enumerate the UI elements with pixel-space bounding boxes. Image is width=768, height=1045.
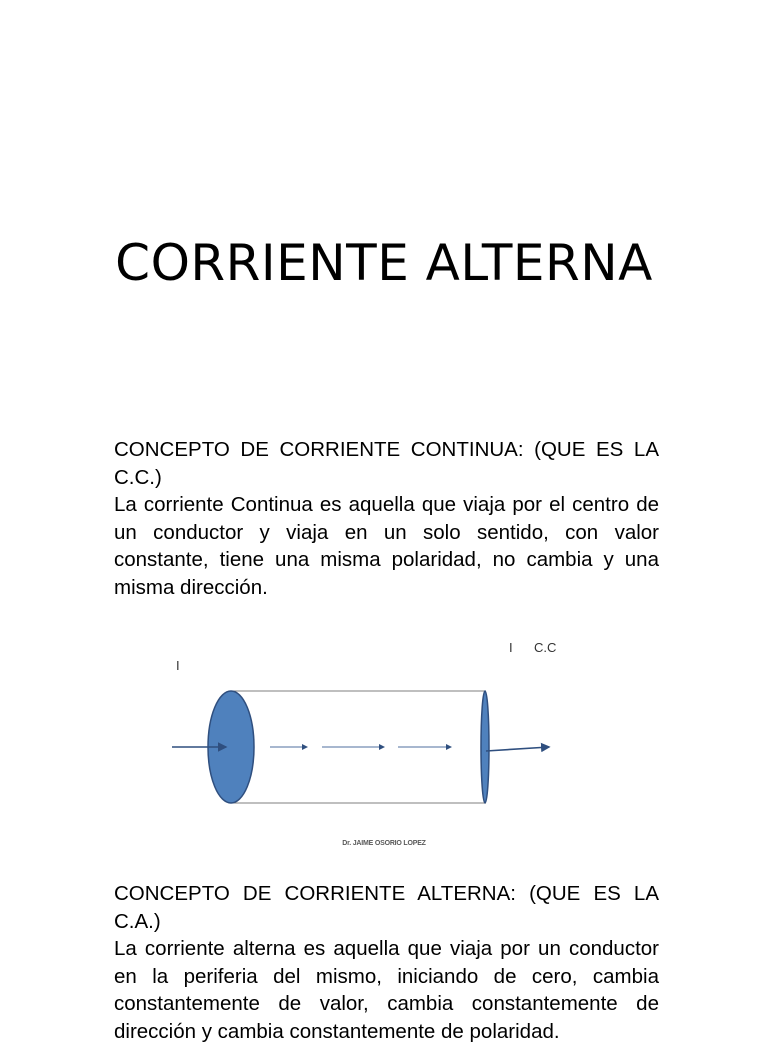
section-body: La corriente Continua es aquella que viaja por el centro de un conductor y viaja en un solo sentido, con valor constante, tiene una misma polaridad, no cambia y una misma dirección. xyxy=(114,493,659,599)
label-cc: C.C xyxy=(534,640,557,655)
conductor-diagram xyxy=(160,630,580,830)
label-current-left: I xyxy=(176,658,180,673)
page-title: CORRIENTE ALTERNA xyxy=(115,234,653,292)
section-heading: CONCEPTO DE CORRIENTE ALTERNA: (QUE ES LA C.A.) xyxy=(114,882,659,933)
label-current-right: I xyxy=(509,640,513,655)
section-corriente-alterna xyxy=(114,880,659,1045)
section-body: La corriente alterna es aquella que viaja por un conductor en la periferia del mismo, iniciando de cero, cambia constantemente de valor, cambia constantemente de dirección y cambia constantemente de polaridad. xyxy=(114,937,659,1043)
current-out-arrow xyxy=(486,747,549,751)
author-caption: Dr. JAIME OSORIO LOPEZ xyxy=(342,840,426,847)
cylinder-right-end xyxy=(481,691,489,803)
section-corriente-continua xyxy=(114,436,659,601)
section-heading: CONCEPTO DE CORRIENTE CONTINUA: (QUE ES LA C.C.) xyxy=(114,438,659,489)
